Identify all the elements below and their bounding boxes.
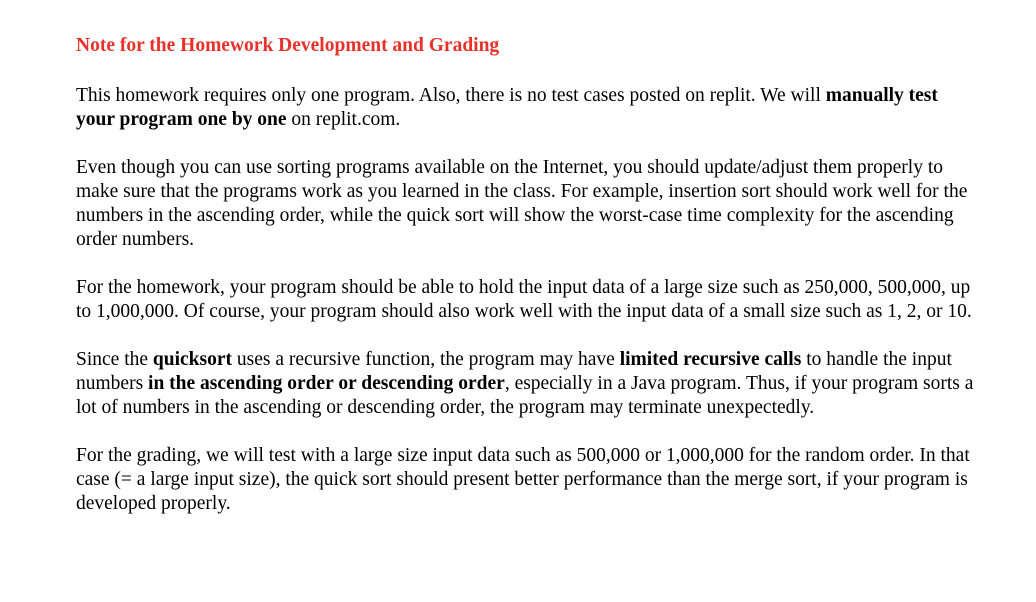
bold-segment: quicksort — [152, 349, 233, 370]
text-segment: Since the — [76, 349, 153, 370]
document-heading: Note for the Homework Development and Grading — [76, 35, 500, 56]
text-segment: Even though you can use sorting programs available on the Internet, you should update/adjust them properly to make sure that the programs work as you learned in the class. For example, insertion sort should work well for the numbers in the ascending order, while the quick sort will show the worst-case time complexity for the ascending order numbers. — [76, 157, 968, 250]
text-segment: This homework requires only one program. Also, there is no test cases posted on replit. We will — [76, 85, 826, 106]
paragraph-sorting-programs — [76, 156, 976, 252]
paragraph-replit-testing — [76, 84, 976, 132]
paragraph-quicksort-recursion — [76, 348, 976, 420]
text-segment: uses a recursive function, the program may have — [232, 349, 620, 370]
bold-segment: manually test your program one by one — [76, 85, 938, 130]
text-segment: to handle the input numbers — [76, 349, 952, 394]
document — [76, 34, 976, 540]
paragraph-input-size — [76, 276, 976, 324]
bold-segment: limited recursive calls — [619, 349, 802, 370]
text-segment: For the grading, we will test with a large size input data such as 500,000 or 1,000,000 for the random order. In that case (= a large input size), the quick sort should present better performance than the merge sort, if your program is developed properly. — [76, 445, 970, 514]
paragraph-grading — [76, 444, 976, 516]
text-segment: For the homework, your program should be able to hold the input data of a large size such as 250,000, 500,000, up to 1,000,000. Of course, your program should also work well with the input data of a small size such as 1, 2, or 10. — [76, 277, 972, 322]
text-segment: , especially in a Java program. Thus, if your program sorts a lot of numbers in the ascending or descending order, the program may terminate unexpectedly. — [76, 373, 974, 418]
bold-segment: in the ascending order or descending order — [148, 373, 505, 394]
text-segment: on replit.com. — [286, 109, 401, 130]
